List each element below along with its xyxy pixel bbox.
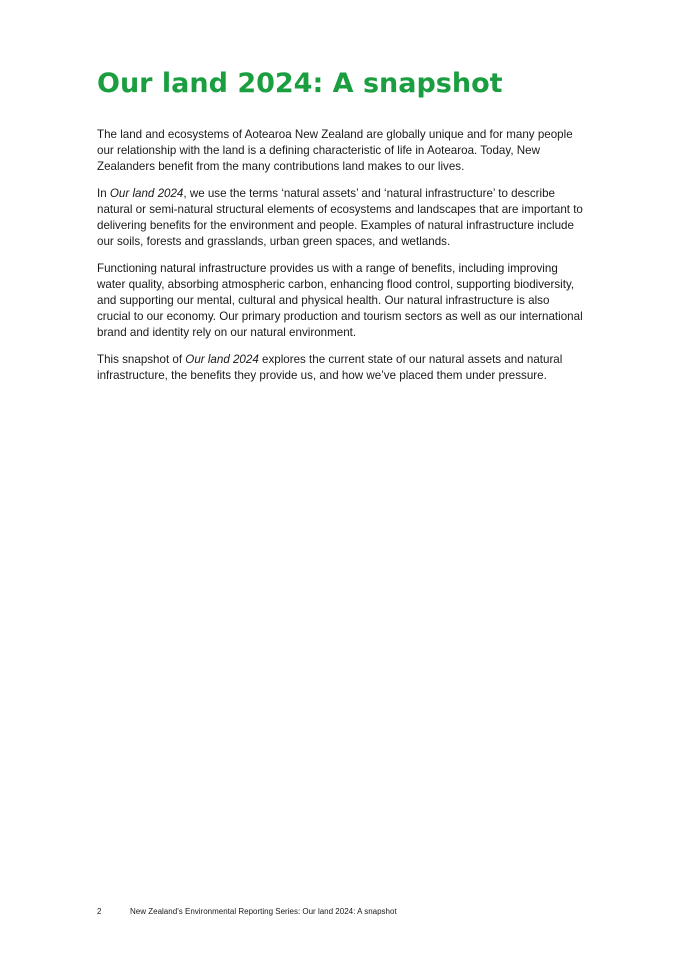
paragraph-natural-assets-suffix: , we use the terms ‘natural assets’ and ‘natural infrastructure’ to describe natural or semi-natural structural elements of ecosystems and landscapes that are important to delivering benefits for the environment and people. Examples of natural infrastructure include our soils, forests and grasslands, urban green spaces, and wetlands. xyxy=(97,187,583,248)
page-footer xyxy=(97,906,397,917)
paragraph-snapshot-scope xyxy=(97,352,585,384)
report-title-italic: Our land 2024 xyxy=(185,353,259,366)
paragraph-benefits: Functioning natural infrastructure provides us with a range of benefits, including improving water quality, absorbing atmospheric carbon, enhancing flood control, supporting biodiversity, and supporting our mental, cultural and physical health. Our natural infrastructure is also crucial to our economy. Our primary production and tourism sectors as well as our international brand and identity rely on our natural environment. xyxy=(97,262,583,339)
page-number: 2 xyxy=(97,907,102,916)
paragraph-natural-assets xyxy=(97,186,585,250)
paragraph-natural-assets-prefix: In xyxy=(97,187,110,200)
paragraph-snapshot-scope-suffix: explores the current state of our natural assets and natural infrastructure, the benefits they provide us, and how we’ve placed them under pressure. xyxy=(97,353,563,382)
paragraph-intro: The land and ecosystems of Aotearoa New Zealand are globally unique and for many people our relationship with the land is a defining characteristic of life in Aotearoa. Today, New Zealanders benefit from the many contributions land makes to our lives. xyxy=(97,128,573,173)
paragraph-snapshot-scope-prefix: This snapshot of xyxy=(97,353,186,366)
body-text xyxy=(97,127,585,395)
page-title: Our land 2024: A snapshot xyxy=(97,68,503,99)
report-title-italic: Our land 2024 xyxy=(109,187,184,200)
footer-series-title: New Zealand’s Environmental Reporting Series: Our land 2024: A snapshot xyxy=(130,907,397,916)
